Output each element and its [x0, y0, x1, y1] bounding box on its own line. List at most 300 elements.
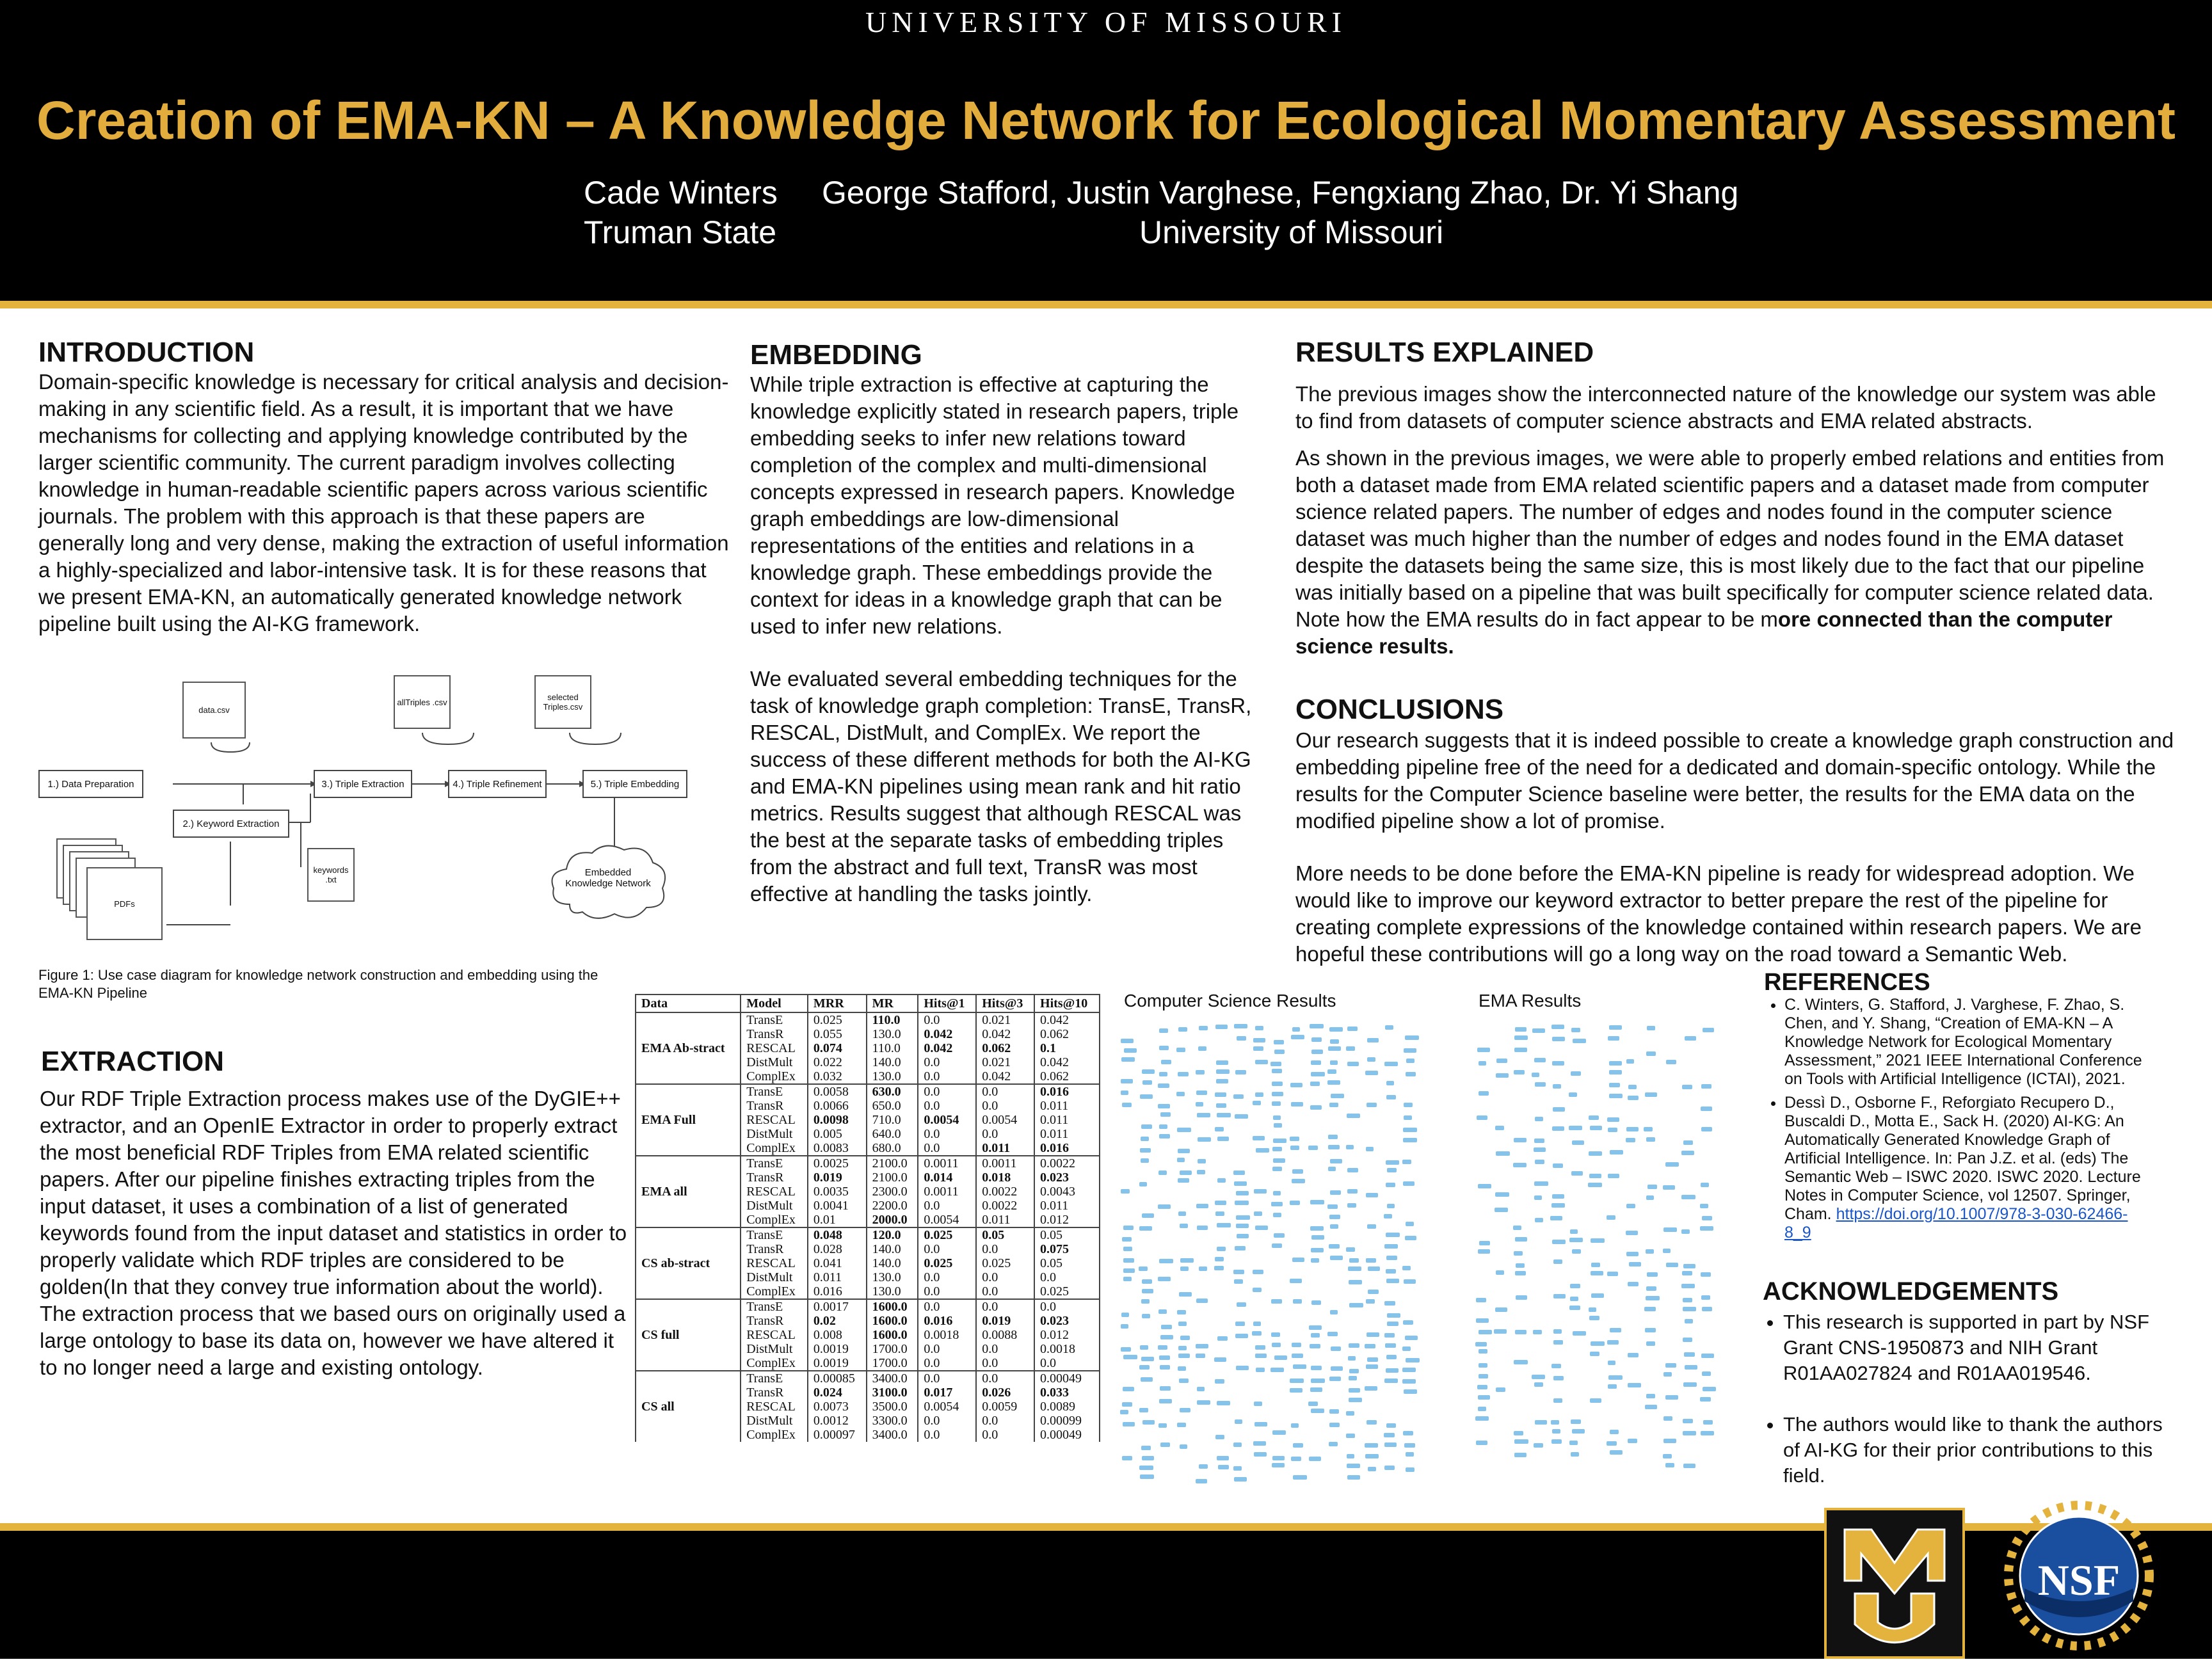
data-csv-label: data.csv	[198, 705, 230, 715]
graph-node	[1608, 1384, 1616, 1389]
graph-node	[1570, 1284, 1580, 1288]
graph-node	[1124, 1048, 1137, 1053]
conclusions-p1: Our research suggests that it is indeed possible to create a knowledge graph construction and embedding pipeline free of the need for a dedicated and domain-specific ontology. While the results for the Computer Science baseline were better, the results for the EMA data on the modified pipeline show a lot of promise.	[1295, 728, 2174, 833]
table-group-label: CS full	[636, 1299, 741, 1371]
graph-node	[1272, 1092, 1283, 1096]
graph-node	[1235, 1201, 1249, 1205]
graph-node	[1663, 1454, 1672, 1458]
graph-node	[1628, 1282, 1639, 1286]
graph-node	[1366, 1258, 1377, 1263]
graph-node	[1217, 1401, 1230, 1405]
table-value-cell: 0.0089	[1034, 1400, 1100, 1414]
graph-node	[1292, 1179, 1305, 1183]
graph-node	[1609, 1025, 1622, 1030]
step-data-preparation	[38, 770, 143, 798]
graph-node	[1626, 1059, 1634, 1064]
graph-node	[1495, 1307, 1507, 1312]
graph-node	[1272, 1082, 1283, 1086]
graph-node	[1142, 1456, 1155, 1460]
graph-node	[1349, 1343, 1359, 1348]
col-header: Model	[741, 995, 808, 1012]
table-value-cell: 0.0098	[808, 1113, 867, 1127]
introduction-text: Domain-specific knowledge is necessary for critical analysis and decision-making in any scientific field. As a result, it is important that we have mechanisms for collecting and applying knowledge contributed by the larger scientific community. The current paradigm involves collecting knowledge in human-readable scientific papers across various scientific journals. The problem with this approach is that these papers are generally long and very dense, making the extraction of useful information a highly-specialized and labor-intensive task. It is for these reasons that we present EMA-KN, an automatically generated knowledge network pipeline built using the AI-KG framework.	[38, 370, 729, 635]
graph-node	[1514, 1431, 1524, 1435]
graph-node	[1198, 1046, 1206, 1051]
graph-node	[1478, 1249, 1490, 1254]
graph-node	[1550, 1216, 1562, 1220]
graph-node	[1346, 1247, 1355, 1252]
graph-node	[1607, 1215, 1615, 1220]
graph-node	[1198, 1159, 1206, 1163]
graph-node	[1123, 1277, 1132, 1281]
table-model-cell: RESCAL	[741, 1256, 808, 1270]
graph-node	[1236, 1224, 1249, 1228]
table-value-cell: 0.019	[808, 1171, 867, 1185]
table-value-cell: 0.0054	[918, 1400, 976, 1414]
graph-node	[1347, 1062, 1359, 1066]
table-row	[636, 1371, 1100, 1386]
table-value-cell: 0.025	[976, 1256, 1034, 1270]
table-value-cell: 0.0	[918, 1242, 976, 1256]
graph-node	[1123, 1247, 1132, 1251]
graph-node	[1608, 1128, 1617, 1132]
graph-node	[1290, 1146, 1299, 1150]
graph-node	[1663, 1416, 1672, 1421]
graph-node	[1514, 1035, 1528, 1040]
table-value-cell: 0.0	[918, 1356, 976, 1371]
table-model-cell: ComplEx	[741, 1428, 808, 1442]
results-table	[635, 994, 1100, 1442]
table-value-cell: 0.0	[976, 1299, 1034, 1314]
ack-item-2: • The authors would like to thank the authors of AI-KG for their prior contributions to this field.	[1783, 1412, 2172, 1489]
table-value-cell: 0.033	[1034, 1386, 1100, 1400]
graph-node	[1142, 1314, 1150, 1318]
graph-node	[1665, 1363, 1676, 1368]
graph-node	[1610, 1430, 1619, 1434]
table-value-cell: 0.1	[1034, 1041, 1100, 1055]
graph-node	[1197, 1170, 1205, 1174]
table-value-cell: 0.0	[976, 1084, 1034, 1099]
table-value-cell: 0.0022	[976, 1185, 1034, 1199]
table-group-label: EMA Ab-stract	[636, 1012, 741, 1084]
graph-node	[1628, 1085, 1637, 1089]
graph-node	[1311, 1037, 1322, 1042]
step1-label: 1.) Data Preparation	[47, 778, 134, 790]
graph-node	[1121, 1324, 1128, 1329]
table-model-cell: TransR	[741, 1099, 808, 1113]
graph-node	[1646, 1286, 1656, 1291]
graph-node	[1346, 1145, 1354, 1149]
table-value-cell: 0.0	[976, 1284, 1034, 1299]
graph-node	[1180, 1336, 1190, 1340]
graph-node	[1349, 1280, 1363, 1284]
graph-node	[1496, 1073, 1509, 1078]
graph-node	[1552, 1429, 1560, 1434]
graph-node	[1196, 1298, 1208, 1303]
graph-node	[1647, 1272, 1658, 1277]
table-value-cell: 2000.0	[867, 1213, 918, 1227]
graph-node	[1683, 1464, 1695, 1468]
graph-node	[1347, 1114, 1360, 1118]
step5-label: 5.) Triple Embedding	[590, 778, 680, 790]
graph-node	[1607, 1340, 1619, 1345]
graph-node	[1329, 1409, 1339, 1414]
graph-node	[1534, 1382, 1543, 1387]
graph-node	[1366, 1147, 1374, 1151]
graph-node	[1235, 1334, 1248, 1338]
graph-node	[1253, 1322, 1261, 1326]
graph-node	[1291, 1423, 1299, 1428]
graph-node	[1553, 1259, 1562, 1264]
graph-node	[1215, 1127, 1224, 1131]
reference-2-link[interactable]: https://doi.org/10.1007/978-3-030-62466-8_9	[1784, 1205, 2128, 1242]
table-value-cell: 0.011	[976, 1141, 1034, 1156]
graph-node	[1514, 1070, 1525, 1075]
table-value-cell: 0.0011	[918, 1156, 976, 1171]
graph-node	[1701, 1107, 1712, 1111]
graph-node	[1646, 1394, 1655, 1398]
table-value-cell: 1700.0	[867, 1356, 918, 1371]
results-p2: As shown in the previous images, we were able to properly embed relations and entities from both a dataset made from EMA related scientific papers and a dataset made from computer science related papers. The number of edges and nodes found in the computer science dataset was much higher than the number of edges and nodes found in the EMA dataset despite the datasets being the same size, this is most likely due to the fact that our pipeline was initially based on a pipeline that was built specifically for computer science related data. Note how the EMA results do in fact appear to be m	[1295, 446, 2165, 631]
table-value-cell: 0.0073	[808, 1400, 867, 1414]
graph-node	[1176, 1048, 1185, 1052]
graph-node	[1196, 1204, 1208, 1208]
table-value-cell: 0.025	[808, 1012, 867, 1027]
graph-node	[1402, 1346, 1411, 1351]
graph-node	[1367, 1224, 1375, 1229]
table-model-cell: DistMult	[741, 1055, 808, 1069]
graph-node	[1159, 1072, 1167, 1076]
table-value-cell: 0.017	[918, 1386, 976, 1400]
graph-node	[1272, 1463, 1285, 1467]
graph-node	[1589, 1307, 1596, 1312]
table-group-label: EMA all	[636, 1156, 741, 1227]
graph-node	[1683, 1264, 1695, 1268]
graph-node	[1159, 1399, 1172, 1403]
graph-node	[1178, 1366, 1187, 1371]
table-value-cell: 0.016	[808, 1284, 867, 1299]
graph-node	[1588, 1183, 1602, 1187]
graph-node	[1233, 1171, 1245, 1175]
table-value-cell: 130.0	[867, 1027, 918, 1041]
graph-node	[1159, 1355, 1170, 1360]
graph-node	[1311, 1300, 1321, 1305]
graph-node	[1310, 1200, 1324, 1204]
graph-node	[1406, 1452, 1414, 1457]
graph-node	[1479, 1363, 1487, 1368]
graph-node	[1534, 1139, 1544, 1143]
table-value-cell: 0.0054	[918, 1213, 976, 1227]
graph-node	[1217, 1137, 1230, 1141]
graph-node	[1273, 1191, 1281, 1195]
graph-node	[1683, 1338, 1692, 1342]
step-triple-refinement	[448, 770, 547, 798]
graph-node	[1233, 1270, 1244, 1274]
graph-node	[1404, 1389, 1416, 1394]
table-value-cell: 0.042	[1034, 1055, 1100, 1069]
graph-node	[1141, 1124, 1153, 1129]
graph-node	[1180, 1171, 1192, 1175]
graph-node	[1475, 1342, 1487, 1346]
graph-node	[1256, 1368, 1265, 1372]
table-value-cell: 0.0	[918, 1342, 976, 1356]
graph-node	[1237, 1302, 1246, 1307]
nsf-logo	[1996, 1492, 2162, 1659]
graph-node	[1142, 1289, 1153, 1293]
graph-node	[1140, 1345, 1148, 1350]
table-value-cell: 130.0	[867, 1284, 918, 1299]
graph-node	[1591, 1271, 1603, 1275]
graph-node	[1311, 1060, 1322, 1065]
graph-node	[1591, 1238, 1605, 1243]
graph-node	[1180, 1258, 1194, 1263]
graph-node	[1387, 1168, 1397, 1172]
poster-title: Creation of EMA-KN – A Knowledge Network for Ecological Momentary Assessment	[36, 90, 2176, 150]
graph-node	[1293, 1475, 1306, 1480]
graph-node	[1311, 1072, 1325, 1076]
graph-node	[1140, 1148, 1151, 1153]
graph-node	[1477, 1048, 1489, 1052]
graph-node	[1681, 1151, 1694, 1155]
table-model-cell: ComplEx	[741, 1213, 808, 1227]
graph-node	[1551, 1025, 1564, 1029]
table-value-cell: 0.0017	[808, 1299, 867, 1314]
table-row	[636, 1299, 1100, 1314]
table-value-cell: 3100.0	[867, 1386, 918, 1400]
graph-node	[1663, 1249, 1671, 1253]
table-value-cell: 0.0088	[976, 1328, 1034, 1342]
graph-node	[1551, 1203, 1565, 1208]
graph-node	[1685, 1036, 1696, 1041]
graph-node	[1347, 1454, 1354, 1458]
graph-node	[1160, 1365, 1170, 1370]
extraction-text: Our RDF Triple Extraction process makes use of the DyGIE++ extractor, and an OpenIE Extractor in order to properly extract the most beneficial RDF Triples from EMA related scientific papers. After our pipeline finishes extracting triples from the input dataset, it uses a combination of a list of generated keywords found from the input dataset and statistics in order to properly validate which RDF triples are considered to be golden(In that they convey true information about the world). The extraction process that we based ours on originally used a large ontology to base its data on, however we have altered it to no longer need a large and existing ontology.	[40, 1087, 627, 1379]
conclusions-p2: More needs to be done before the EMA-KN pipeline is ready for widespread adoption. We would like to improve our keyword extractor to better prepare the rest of the pipeline for creating complete expressions of the knowledge contained within research papers. We are hopeful these contributions will go a long way on the road toward a Semantic Web.	[1295, 861, 2142, 966]
graph-node	[1573, 1331, 1587, 1336]
graph-node	[1514, 1048, 1527, 1052]
graph-node	[1158, 1171, 1167, 1175]
graph-node	[1572, 1249, 1582, 1254]
graph-node	[1159, 1259, 1173, 1263]
table-model-cell: TransR	[741, 1171, 808, 1185]
graph-node	[1365, 1344, 1375, 1348]
graph-node	[1256, 1148, 1269, 1153]
graph-node	[1384, 1062, 1398, 1066]
graph-node	[1646, 1051, 1656, 1056]
graph-node	[1217, 1456, 1229, 1460]
col-header: Hits@3	[976, 995, 1034, 1012]
table-model-cell: RESCAL	[741, 1328, 808, 1342]
table-value-cell: 0.05	[976, 1227, 1034, 1242]
graph-node	[1274, 1040, 1283, 1044]
graph-node	[1292, 1343, 1301, 1347]
graph-node	[1310, 1024, 1324, 1028]
graph-node	[1551, 1420, 1559, 1425]
graph-node	[1197, 1226, 1208, 1230]
graph-node	[1310, 1387, 1322, 1392]
table-model-cell: TransE	[741, 1156, 808, 1171]
graph-node	[1403, 1181, 1414, 1186]
table-value-cell: 0.0	[976, 1099, 1034, 1113]
graph-node	[1255, 1092, 1263, 1097]
table-value-cell: 0.0054	[918, 1113, 976, 1127]
graph-node	[1700, 1204, 1708, 1208]
table-value-cell: 0.0011	[976, 1156, 1034, 1171]
table-value-cell: 680.0	[867, 1141, 918, 1156]
graph-node	[1665, 1162, 1679, 1167]
graph-node	[1349, 1258, 1359, 1263]
ema-results-label: EMA Results	[1479, 991, 1582, 1011]
graph-node	[1515, 1027, 1527, 1032]
graph-node	[1701, 1084, 1711, 1089]
graph-node	[1311, 1366, 1321, 1370]
graph-node	[1404, 1115, 1412, 1120]
figure1-caption: Figure 1: Use case diagram for knowledge network construction and embedding using the EMA-KN Pipeline	[38, 967, 598, 1001]
graph-node	[1254, 1189, 1267, 1194]
table-model-cell: DistMult	[741, 1127, 808, 1141]
graph-node	[1141, 1299, 1150, 1304]
graph-node	[1607, 1272, 1618, 1276]
table-value-cell: 0.048	[808, 1227, 867, 1242]
graph-node	[1534, 1058, 1546, 1062]
graph-node	[1291, 1457, 1302, 1461]
graph-node	[1365, 1454, 1379, 1458]
graph-node	[1253, 1288, 1262, 1292]
graph-node	[1609, 1070, 1622, 1075]
graph-node	[1479, 1330, 1492, 1334]
table-value-cell: 0.0	[1034, 1356, 1100, 1371]
graph-node	[1330, 1159, 1342, 1163]
graph-node	[1496, 1151, 1510, 1156]
graph-node	[1402, 1266, 1411, 1270]
graph-node	[1330, 1190, 1342, 1195]
graph-node	[1158, 1345, 1167, 1350]
graph-node	[1327, 1332, 1338, 1336]
graph-node	[1180, 1224, 1189, 1228]
table-value-cell: 0.01	[808, 1213, 867, 1227]
graph-node	[1406, 1059, 1415, 1063]
graph-node	[1236, 1191, 1248, 1195]
embedding-p1: While triple extraction is effective at capturing the knowledge explicitly stated in research papers, triple embedding seeks to infer new relations toward completion of the complex and multi-dimensional concepts expressed in research papers. Knowledge graph embeddings are low-dimensional representations of the entities and relations in a knowledge graph. These embeddings provide the context for ideas in a knowledge graph that can be used to infer new relations.	[750, 372, 1239, 638]
table-value-cell: 0.0019	[808, 1356, 867, 1371]
graph-node	[1328, 1046, 1341, 1051]
graph-node	[1196, 1344, 1209, 1348]
graph-node	[1552, 1194, 1564, 1199]
graph-node	[1158, 1104, 1170, 1108]
table-value-cell: 110.0	[867, 1012, 918, 1027]
graph-node	[1160, 1386, 1170, 1391]
graph-node	[1123, 1268, 1135, 1273]
graph-node	[1402, 1379, 1416, 1384]
table-value-cell: 3300.0	[867, 1414, 918, 1428]
graph-node	[1666, 1060, 1676, 1064]
table-value-cell: 0.00049	[1034, 1428, 1100, 1442]
graph-node	[1329, 1244, 1340, 1249]
graph-node	[1405, 1035, 1419, 1040]
graph-node	[1159, 1028, 1167, 1033]
graph-node	[1367, 1038, 1379, 1043]
graph-node	[1701, 1272, 1711, 1277]
university-name: UNIVERSITY OF MISSOURI	[865, 6, 1347, 38]
graph-node	[1197, 1387, 1205, 1391]
graph-node	[1293, 1443, 1303, 1448]
graph-node	[1496, 1059, 1507, 1063]
table-value-cell: 0.0	[976, 1356, 1034, 1371]
keywords-label: keywords .txt	[313, 865, 349, 884]
graph-node	[1272, 1167, 1282, 1171]
graph-node	[1216, 1069, 1230, 1074]
table-value-cell: 0.041	[808, 1256, 867, 1270]
graph-node	[1331, 1366, 1343, 1371]
table-model-cell: TransE	[741, 1084, 808, 1099]
graph-node	[1254, 1422, 1267, 1426]
table-value-cell: 0.018	[976, 1171, 1034, 1185]
graph-node	[1215, 1201, 1226, 1205]
graph-node	[1535, 1117, 1543, 1121]
table-model-cell: RESCAL	[741, 1041, 808, 1055]
graph-node	[1386, 1160, 1399, 1165]
graph-node	[1365, 1386, 1377, 1391]
table-model-cell: RESCAL	[741, 1113, 808, 1127]
graph-node	[1645, 1405, 1657, 1409]
keywords-file	[307, 848, 355, 902]
ack-item-1: • This research is supported in part by NSF Grant CNS-1950873 and NIH Grant R01AA027824 and R01AA019546.	[1783, 1309, 2172, 1386]
graph-node	[1366, 1193, 1378, 1197]
graph-node	[1571, 1071, 1582, 1076]
graph-node	[1645, 1092, 1657, 1097]
graph-node	[1553, 1084, 1561, 1089]
graph-node	[1387, 1204, 1395, 1208]
graph-node	[1217, 1178, 1226, 1183]
table-value-cell: 0.0	[918, 1270, 976, 1284]
graph-node	[1215, 1379, 1224, 1384]
table-value-cell: 0.0	[976, 1270, 1034, 1284]
graph-node	[1347, 1168, 1358, 1172]
graph-node	[1589, 1316, 1599, 1320]
table-value-cell: 0.0	[918, 1428, 976, 1442]
graph-node	[1385, 1025, 1394, 1030]
graph-node	[1626, 1204, 1636, 1208]
graph-node	[1553, 1294, 1566, 1298]
table-value-cell: 0.00097	[808, 1428, 867, 1442]
graph-node	[1311, 1378, 1325, 1383]
table-value-cell: 650.0	[867, 1099, 918, 1113]
table-value-cell: 0.028	[808, 1242, 867, 1256]
graph-node	[1216, 1103, 1227, 1108]
table-value-cell: 0.02	[808, 1314, 867, 1328]
authors2-affiliation: University of Missouri	[1139, 214, 1444, 250]
graph-node	[1476, 1298, 1486, 1302]
graph-node	[1569, 1126, 1582, 1130]
graph-node	[1120, 1410, 1128, 1414]
graph-node	[1571, 1171, 1583, 1176]
graph-node	[1366, 1332, 1379, 1337]
table-value-cell: 0.026	[976, 1386, 1034, 1400]
table-value-cell: 0.00049	[1034, 1371, 1100, 1386]
graph-node	[1310, 1105, 1322, 1110]
results-p2-bold: ore connected than the computer science results.	[1295, 607, 2113, 658]
graph-node	[1514, 1439, 1528, 1444]
graph-node	[1552, 1240, 1566, 1244]
table-value-cell: 0.0	[976, 1342, 1034, 1356]
graph-node	[1329, 1423, 1339, 1427]
table-value-cell: 0.0	[976, 1414, 1034, 1428]
graph-node	[1405, 1336, 1418, 1340]
graph-node	[1607, 1117, 1620, 1122]
step-triple-embedding	[582, 770, 687, 798]
graph-node	[1347, 1475, 1359, 1480]
table-model-cell: DistMult	[741, 1199, 808, 1213]
